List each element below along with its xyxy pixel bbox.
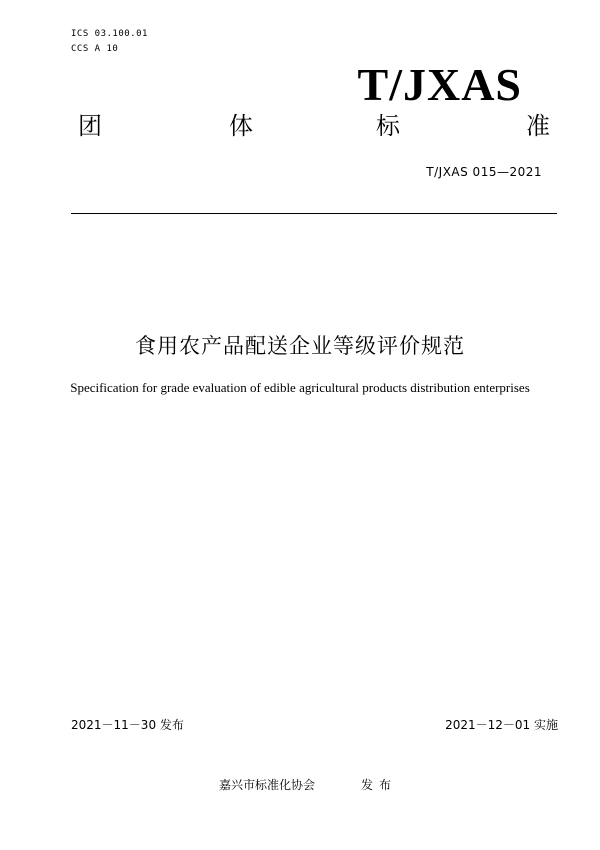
ics-code: ICS 03.100.01: [71, 29, 148, 39]
standard-brand-mark: T/JXAS: [357, 59, 522, 110]
group-standard-char: 准: [526, 112, 550, 140]
group-standard-char: 标: [376, 112, 400, 140]
header-divider: [71, 213, 557, 214]
issuer-name: 嘉兴市标准化协会: [219, 778, 316, 792]
document-number: T/JXAS 015—2021: [426, 165, 542, 179]
group-standard-char: 体: [229, 112, 253, 140]
ccs-code: CCS A 10: [71, 44, 119, 54]
effective-date: 2021－12－01 实施: [445, 718, 558, 732]
title-chinese: 食用农产品配送企业等级评价规范: [135, 334, 465, 358]
publish-date: 2021－11－30 发布: [71, 718, 184, 732]
group-standard-char: 团: [78, 112, 102, 140]
title-english: Specification for grade evaluation of edible agricultural products distribution enterprises: [70, 380, 530, 395]
issue-label: 发布: [361, 778, 398, 792]
